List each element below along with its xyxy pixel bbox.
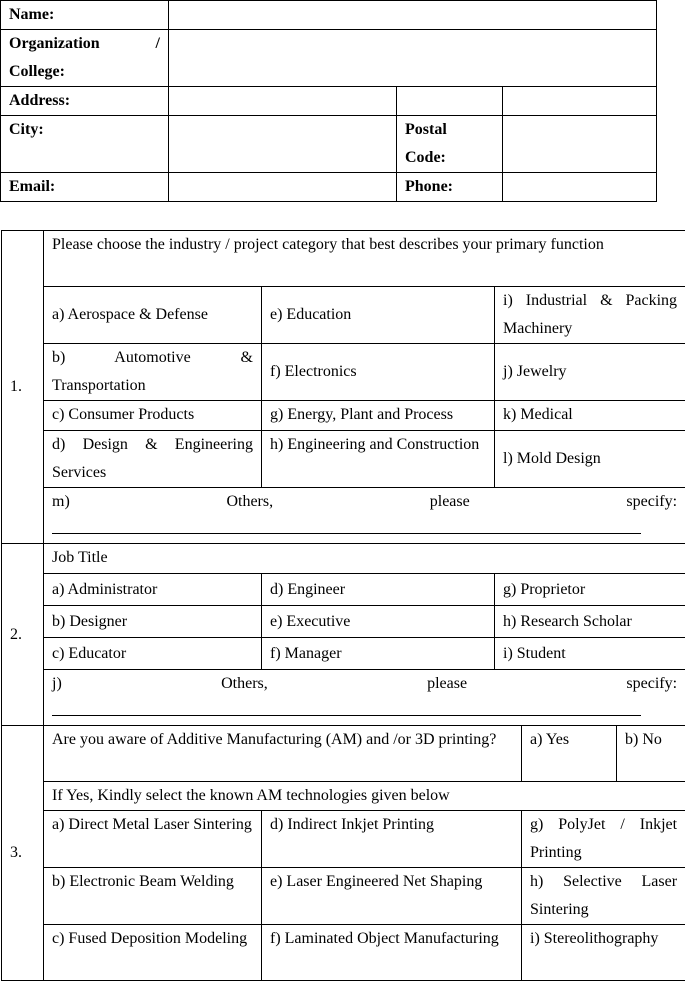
- city-label: City:: [1, 116, 169, 173]
- option-item[interactable]: d) Design & Engineering Services: [44, 431, 262, 488]
- other-specify-label: m) Others, please specify:: [52, 488, 677, 516]
- question-number: 1.: [2, 231, 44, 544]
- organization-label: [1, 30, 169, 87]
- option-item[interactable]: k) Medical: [495, 401, 685, 431]
- option-item[interactable]: g) Proprietor: [495, 574, 685, 606]
- option-item[interactable]: b) Designer: [44, 606, 262, 638]
- organization-field[interactable]: [169, 30, 657, 87]
- followup-prompt: If Yes, Kindly select the known AM technologies given below: [44, 782, 685, 811]
- option-item[interactable]: g) PolyJet / Inkjet Printing: [522, 811, 685, 868]
- option-item[interactable]: i) Industrial & Packing Machinery: [495, 287, 685, 344]
- option-item[interactable]: f) Laminated Object Manufacturing: [262, 925, 522, 981]
- option-item[interactable]: i) Student: [495, 638, 685, 670]
- option-item[interactable]: e) Education: [262, 287, 495, 344]
- city-field[interactable]: [169, 116, 397, 173]
- option-item[interactable]: d) Indirect Inkjet Printing: [262, 811, 522, 868]
- address-field-1[interactable]: [169, 87, 397, 116]
- no-option[interactable]: b) No: [617, 726, 685, 782]
- email-field[interactable]: [169, 173, 397, 202]
- phone-field[interactable]: [503, 173, 657, 202]
- option-item[interactable]: e) Executive: [262, 606, 495, 638]
- address-label: Address:: [1, 87, 169, 116]
- survey-table: [1, 230, 685, 981]
- specify-blank-line[interactable]: [52, 516, 641, 534]
- question-prompt: Job Title: [44, 544, 685, 574]
- option-item[interactable]: d) Engineer: [262, 574, 495, 606]
- email-label: Email:: [1, 173, 169, 202]
- specify-blank-line[interactable]: [52, 698, 641, 716]
- other-specify-cell[interactable]: [44, 670, 685, 726]
- option-item[interactable]: h) Research Scholar: [495, 606, 685, 638]
- option-item[interactable]: f) Electronics: [262, 344, 495, 401]
- option-item[interactable]: c) Consumer Products: [44, 401, 262, 431]
- option-item[interactable]: b) Automotive & Transportation: [44, 344, 262, 401]
- address-field-2[interactable]: [397, 87, 503, 116]
- name-field[interactable]: [169, 1, 657, 30]
- option-item[interactable]: a) Aerospace & Defense: [44, 287, 262, 344]
- question-number: 3.: [2, 726, 44, 981]
- name-label: Name:: [1, 1, 169, 30]
- question-prompt: Please choose the industry / project category that best describes your primary function: [44, 231, 685, 287]
- postal-code-field[interactable]: [503, 116, 657, 173]
- question-number: 2.: [2, 544, 44, 726]
- organization-label-line1: Organization /: [9, 30, 160, 58]
- option-item[interactable]: c) Educator: [44, 638, 262, 670]
- option-item[interactable]: f) Manager: [262, 638, 495, 670]
- postal-label-line2: Code:: [405, 144, 494, 172]
- option-item[interactable]: a) Direct Metal Laser Sintering: [44, 811, 262, 868]
- yes-option[interactable]: a) Yes: [522, 726, 617, 782]
- option-item[interactable]: g) Energy, Plant and Process: [262, 401, 495, 431]
- question-prompt: Are you aware of Additive Manufacturing (AM) and /or 3D printing?: [44, 726, 522, 782]
- option-item[interactable]: h) Engineering and Construction: [262, 431, 495, 488]
- contact-details-table: [0, 0, 657, 202]
- address-field-3[interactable]: [503, 87, 657, 116]
- option-item[interactable]: i) Stereolithography: [522, 925, 685, 981]
- postal-code-label: [397, 116, 503, 173]
- organization-label-line2: College:: [9, 58, 160, 86]
- option-item[interactable]: b) Electronic Beam Welding: [44, 868, 262, 925]
- other-specify-cell[interactable]: [44, 488, 685, 544]
- other-specify-label: j) Others, please specify:: [52, 670, 677, 698]
- option-item[interactable]: j) Jewelry: [495, 344, 685, 401]
- phone-label: Phone:: [397, 173, 503, 202]
- option-item[interactable]: c) Fused Deposition Modeling: [44, 925, 262, 981]
- option-item[interactable]: h) Selective Laser Sintering: [522, 868, 685, 925]
- option-item[interactable]: e) Laser Engineered Net Shaping: [262, 868, 522, 925]
- option-item[interactable]: l) Mold Design: [495, 431, 685, 488]
- postal-label-line1: Postal: [405, 116, 494, 144]
- option-item[interactable]: a) Administrator: [44, 574, 262, 606]
